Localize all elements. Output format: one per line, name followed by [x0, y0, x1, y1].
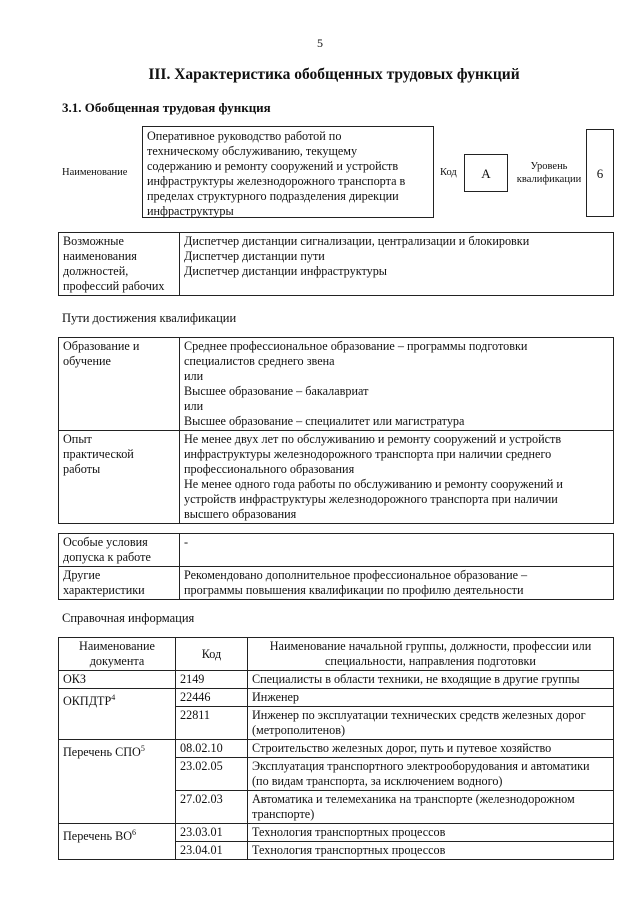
ref-doc-label: ОКПДТР: [63, 694, 112, 709]
section-title: III. Характеристика обобщенных трудовых функций: [148, 66, 520, 83]
positions-label: Возможные наименования должностей, профессий рабочих: [59, 233, 180, 296]
footnote-marker: 5: [140, 744, 145, 753]
level-value-box: 6: [586, 129, 614, 217]
reference-table: [58, 637, 614, 860]
experience-label: Опыт практической работы: [59, 431, 180, 524]
positions-values: Диспетчер дистанции сигнализации, централизации и блокировки Диспетчер дистанции пути Диспетчер дистанции инфраструктуры: [180, 233, 614, 296]
ref-code: 27.02.03: [176, 791, 248, 824]
ref-doc-name: [59, 689, 176, 740]
table-row: [59, 689, 614, 707]
other-characteristics-label: Другие характеристики: [59, 567, 180, 600]
footnote-marker: 4: [111, 693, 116, 702]
ref-name: Эксплуатация транспортного электрооборудования и автоматики (по видам транспорта, за исключением водного): [248, 758, 614, 791]
ref-doc-name: [59, 824, 176, 860]
ref-code: 23.02.05: [176, 758, 248, 791]
reference-table-body: [59, 671, 614, 860]
ref-code: 22446: [176, 689, 248, 707]
ref-name: Инженер: [248, 689, 614, 707]
experience-value: Не менее двух лет по обслуживанию и ремонту сооружений и устройств инфраструктуры железнодорожного транспорта при наличии среднего профессионального образования Не менее одного года работы по обслуживанию и ремонту сооружений и устройств инфраструктуры железнодорожного транспорта при наличии высшего образования: [180, 431, 614, 524]
page-number: 5: [317, 36, 323, 50]
ref-doc-name: [59, 671, 176, 689]
ref-header-code: Код: [176, 638, 248, 671]
table-row: [59, 740, 614, 758]
ref-doc-label: ОКЗ: [63, 672, 87, 686]
reference-title: Справочная информация: [62, 611, 195, 625]
ref-code: 08.02.10: [176, 740, 248, 758]
code-label: Код: [440, 167, 457, 178]
conditions-table: [58, 533, 614, 600]
ref-code: 23.04.01: [176, 842, 248, 860]
ref-name: Строительство железных дорог, путь и путевое хозяйство: [248, 740, 614, 758]
ref-doc-label: Перечень СПО: [63, 745, 141, 760]
ref-code: 22811: [176, 707, 248, 740]
footnote-marker: 6: [132, 828, 137, 837]
special-conditions-label: Особые условия допуска к работе: [59, 534, 180, 567]
subsection-title: 3.1. Обобщенная трудовая функция: [62, 100, 271, 115]
level-label: Уровень квалификации: [516, 161, 582, 185]
ref-name: Технология транспортных процессов: [248, 824, 614, 842]
name-label: Наименование: [62, 167, 128, 178]
ref-name: Специалисты в области техники, не входящие в другие группы: [248, 671, 614, 689]
education-value: Среднее профессиональное образование – программы подготовки специалистов среднего звена или Высшее образование – бакалавриат или Высшее образование – специалитет или магистратура: [180, 338, 614, 431]
ref-doc-label: Перечень ВО: [63, 829, 133, 844]
special-conditions-value: -: [180, 534, 614, 567]
other-characteristics-value: Рекомендовано дополнительное профессиональное образование – программы повышения квалификации по профилю деятельности: [180, 567, 614, 600]
table-row: [59, 824, 614, 842]
qualification-paths-title: Пути достижения квалификации: [62, 311, 237, 325]
ref-header-doc: Наименование документа: [59, 638, 176, 671]
ref-name: Автоматика и телемеханика на транспорте (железнодорожном транспорте): [248, 791, 614, 824]
ref-name: Инженер по эксплуатации технических средств железных дорог (метрополитенов): [248, 707, 614, 740]
ref-code: 2149: [176, 671, 248, 689]
function-name-box: Оперативное руководство работой по техническому обслуживанию, текущему содержанию и ремонту сооружений и устройств инфраструктуры железнодорожного транспорта в пределах структурного подразделения дирекции инфраструктуры: [142, 126, 434, 218]
ref-code: 23.03.01: [176, 824, 248, 842]
positions-table: [58, 232, 614, 296]
table-row: [59, 671, 614, 689]
qualification-table: [58, 337, 614, 524]
ref-doc-name: [59, 740, 176, 824]
code-value-box: А: [464, 154, 508, 192]
ref-name: Технология транспортных процессов: [248, 842, 614, 860]
education-label: Образование и обучение: [59, 338, 180, 431]
ref-header-name: Наименование начальной группы, должности, профессии или специальности, направления подготовки: [248, 638, 614, 671]
